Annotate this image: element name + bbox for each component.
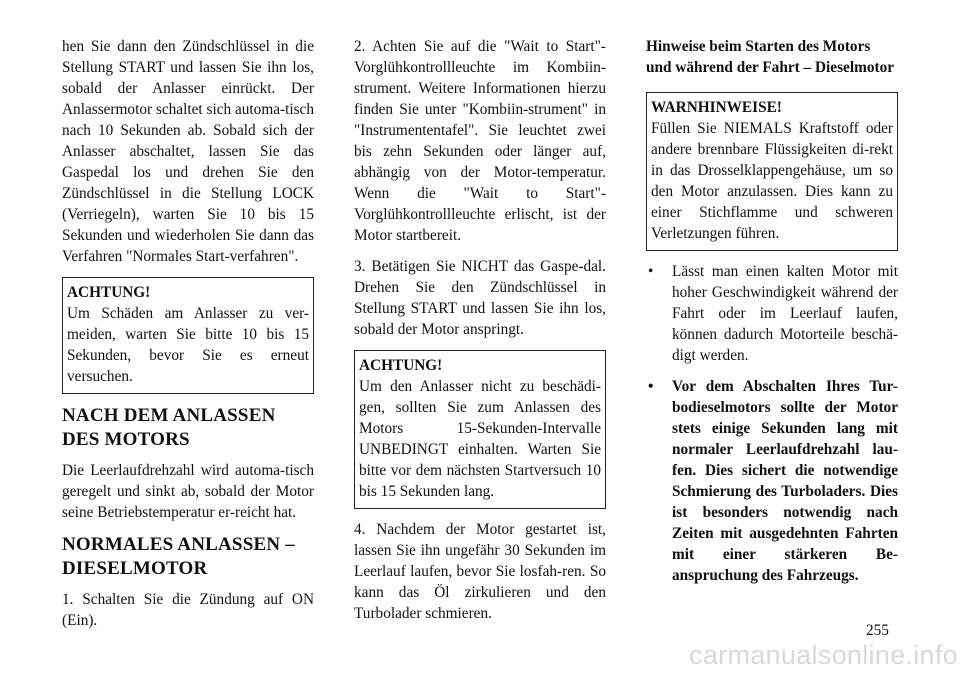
step-3: 3. Betätigen Sie NICHT das Gaspe-dal. Drehen Sie den Zündschlüssel in Stellung START und lassen Sie ihn los, sobald der Motor anspringt. bbox=[354, 258, 606, 338]
bullet-text: Lässt man einen kalten Motor mit hoher Geschwindigkeit während der Fahrt oder im Leerlauf laufen, können dadurch Motorteile beschä-digt werden. bbox=[672, 263, 898, 364]
caution-title: ACHTUNG! bbox=[359, 357, 443, 374]
column-2 bbox=[354, 36, 606, 634]
watermark: carmanualsonline.info bbox=[689, 640, 958, 670]
caution-box bbox=[354, 350, 606, 509]
bullet-text: Vor dem Abschalten Ihres Tur-bodieselmotors sollte der Motor stets einige Sekunden lang mit normaler Leerlaufdrehzahl lau-fen. Dies sichert die notwendige Schmierung des Turboladers. Dies ist besonders notwendig nach Zeiten mit ausgedehnten Fahrten mit einer stärkeren Be-anspruchung des Fahrzeugs. bbox=[672, 378, 898, 584]
heading-after-start: NACH DEM ANLASSEN DES MOTORS bbox=[62, 405, 276, 450]
bullet-icon: • bbox=[648, 263, 654, 280]
caution-text: Um Schäden am Anlasser zu ver-meiden, warten Sie bitte 10 bis 15 Sekunden, bevor Sie es erneut versuchen. bbox=[67, 305, 309, 385]
step-2: 2. Achten Sie auf die "Wait to Start"-Vorglühkontrollleuchte im Kombiin-strument. Weitere Informationen hierzu finden Sie unter "Kombiin-strument" in "Instrumententafel". Sie leuchtet zwei bis zehn Sekunden oder länger auf, abhängig von der Motor-temperatur. Wenn die "Wait to Start"-Vorglühkontrollleuchte erlischt, ist der Motor startbereit. bbox=[354, 38, 606, 244]
paragraph-start-procedure: hen Sie dann den Zündschlüssel in die Stellung START und lassen Sie ihn los, sobald der Anlasser einrückt. Der Anlassermotor schaltet sich automa-tisch nach 10 Sekunden ab. Sobald sich der Anlasser abschaltet, lassen Sie das Gaspedal los und drehen Sie den Zündschlüssel in die Stellung LOCK (Verriegeln), warten Sie 10 bis 15 Sekunden und wiederholen Sie dann das Verfahren "Normales Start-verfahren". bbox=[62, 38, 314, 265]
caution-text: Um den Anlasser nicht zu beschädi-gen, sollten Sie zum Anlassen des Motors 15-Sekunden-Intervalle UNBEDINGT einhalten. Warten Sie bitte vor dem nächsten Startversuch 10 bis 15 Sekunden lang. bbox=[359, 378, 601, 500]
column-3 bbox=[646, 36, 898, 596]
column-1 bbox=[62, 36, 314, 641]
bullet-list bbox=[646, 261, 898, 586]
paragraph-after-start: Die Leerlaufdrehzahl wird automa-tisch geregelt und sinkt ab, sobald der Motor seine Betriebstemperatur er-reicht hat. bbox=[62, 462, 314, 521]
caution-box bbox=[62, 277, 314, 394]
list-item bbox=[646, 376, 898, 586]
warning-title: WARNHINWEISE! bbox=[651, 99, 782, 116]
section-heading: Hinweise beim Starten des Motors und während der Fahrt – Dieselmotor bbox=[646, 38, 895, 76]
heading-normal-start-diesel: NORMALES ANLASSEN – DIESELMOTOR bbox=[62, 534, 295, 579]
step-4: 4. Nachdem der Motor gestartet ist, lassen Sie ihn ungefähr 30 Sekunden im Leerlauf laufen, bevor Sie losfah-ren. So kann das Öl zirkulieren und den Turbolader schmieren. bbox=[354, 521, 606, 622]
caution-title: ACHTUNG! bbox=[67, 284, 151, 301]
bullet-icon: • bbox=[648, 378, 654, 395]
warning-text: Füllen Sie NIEMALS Kraftstoff oder andere brennbare Flüssigkeiten di-rekt in das Drosselklappengehäuse, um so den Motor anzulassen. Dies kann zu einer Stichflamme und schweren Verletzungen führen. bbox=[651, 120, 893, 242]
page-number: 255 bbox=[866, 622, 889, 639]
warning-box bbox=[646, 92, 898, 251]
step-1: 1. Schalten Sie die Zündung auf ON (Ein). bbox=[62, 591, 314, 629]
list-item bbox=[646, 261, 898, 366]
